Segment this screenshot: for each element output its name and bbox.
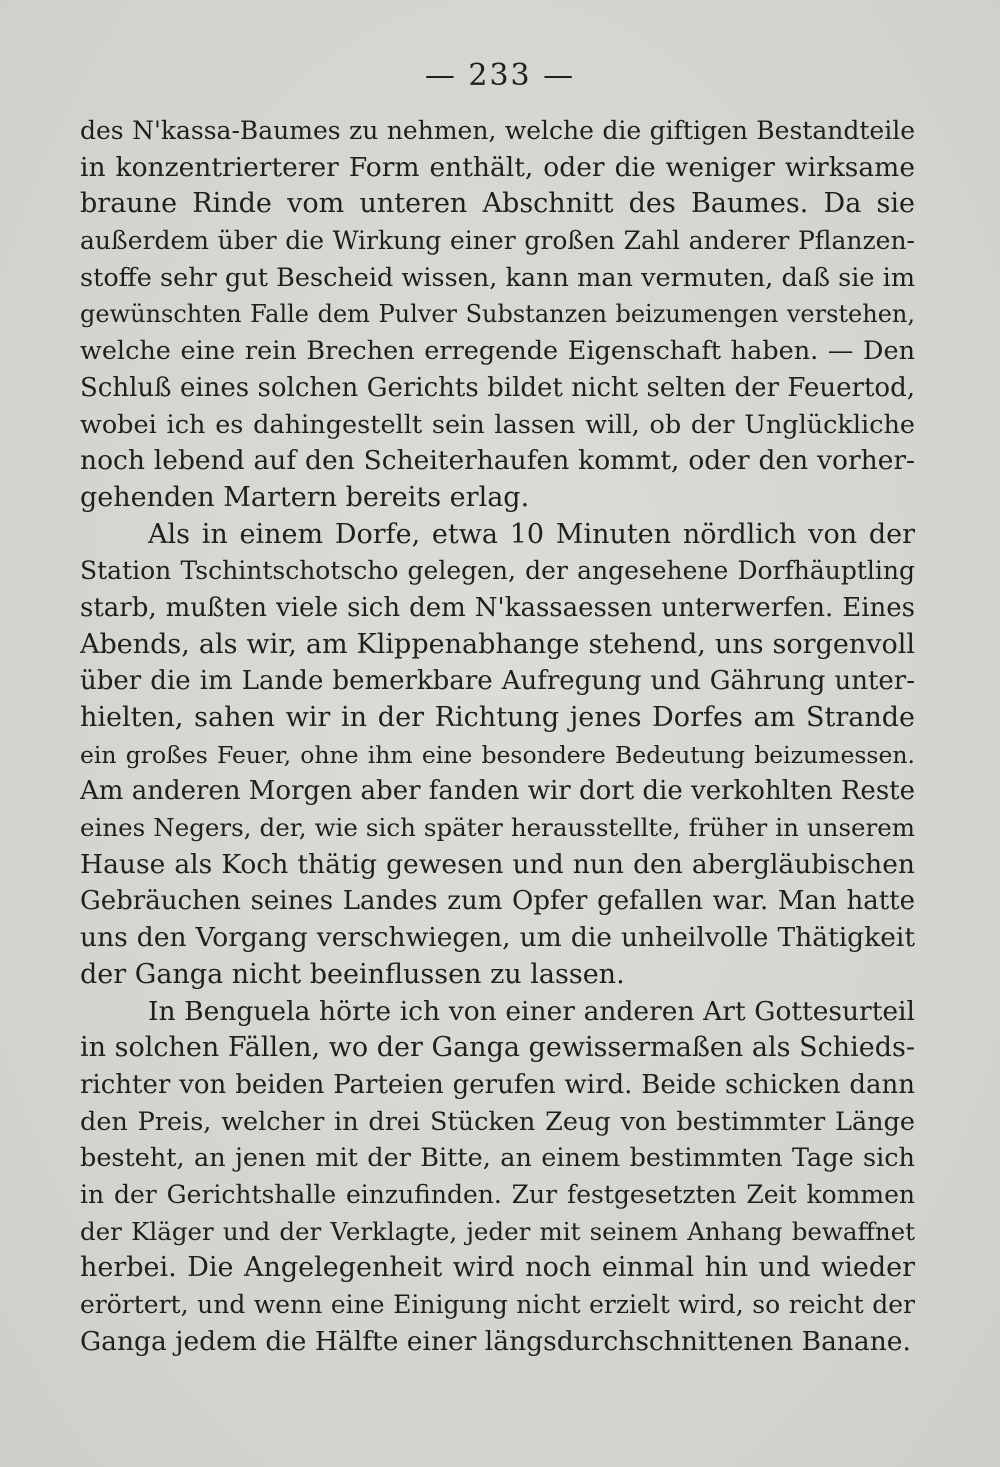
text-line: Abends, als wir, am Klippenabhange stehend, uns sorgenvoll bbox=[80, 628, 915, 660]
text-line: in der Gerichtshalle einzufinden. Zur festgesetzten Zeit kommen bbox=[80, 1179, 915, 1209]
text-line: gehenden Martern bereits erlag. bbox=[80, 481, 530, 513]
text-line: welche eine rein Brechen erregende Eigenschaft haben. — Den bbox=[80, 336, 915, 367]
text-line: Schluß eines solchen Gerichts bildet nicht selten der Feuertod, bbox=[80, 372, 915, 403]
text-line: ein großes Feuer, ohne ihm eine besondere Bedeutung beizumessen. bbox=[80, 740, 915, 769]
text-line: In Benguela hörte ich von einer anderen Art Gottesurteil bbox=[148, 995, 915, 1027]
text-line: wobei ich es dahingestellt sein lassen will, ob der Unglückliche bbox=[80, 409, 915, 440]
text-line: Station Tschintschotscho gelegen, der angesehene Dorfhäuptling bbox=[80, 556, 915, 586]
text-line: Als in einem Dorfe, etwa 10 Minuten nördlich von der bbox=[148, 518, 915, 550]
text-line: der Kläger und der Verklagte, jeder mit seinem Anhang bewaffnet bbox=[80, 1216, 915, 1246]
text-line: richter von beiden Parteien gerufen wird. Beide schicken dann bbox=[80, 1069, 915, 1100]
text-line: herbei. Die Angelegenheit wird noch einmal hin und wieder bbox=[80, 1252, 915, 1284]
text-line: braune Rinde vom unteren Abschnitt des Baumes. Da sie bbox=[80, 188, 915, 220]
page-number: — 233 — bbox=[424, 58, 576, 93]
text-line: besteht, an jenen mit der Bitte, an einem bestimmten Tage sich bbox=[80, 1143, 915, 1174]
text-line: erörtert, und wenn eine Einigung nicht erzielt wird, so reicht der bbox=[80, 1290, 915, 1319]
text-line: in solchen Fällen, wo der Ganga gewissermaßen als Schieds- bbox=[80, 1032, 915, 1064]
paragraph-3 bbox=[80, 994, 915, 1361]
text-line: Ganga jedem die Hälfte einer längsdurchschnittenen Banane. bbox=[80, 1325, 911, 1357]
page-text bbox=[80, 113, 915, 1360]
text-line: uns den Vorgang verschwiegen, um die unheilvolle Thätigkeit bbox=[80, 922, 915, 954]
text-line: außerdem über die Wirkung einer großen Zahl anderer Pflanzen- bbox=[80, 226, 915, 256]
text-line: stoffe sehr gut Bescheid wissen, kann man vermuten, daß sie im bbox=[80, 262, 915, 293]
text-line: Am anderen Morgen aber fanden wir dort die verkohlten Reste bbox=[80, 776, 915, 807]
text-line: Hause als Koch thätig gewesen und nun den abergläubischen bbox=[80, 848, 915, 880]
text-line: der Ganga nicht beeinflussen zu lassen. bbox=[80, 958, 625, 990]
text-line: den Preis, welcher in drei Stücken Zeug von bestimmter Länge bbox=[80, 1106, 915, 1137]
text-line: starb, mußten viele sich dem N'kassaessen unterwerfen. Eines bbox=[80, 592, 915, 623]
text-line: hielten, sahen wir in der Richtung jenes Dorfes am Strande bbox=[80, 702, 915, 733]
text-line: in konzentrierterer Form enthält, oder die weniger wirksame bbox=[80, 151, 915, 183]
text-line: des N'kassa-Baumes zu nehmen, welche die giftigen Bestandteile bbox=[80, 116, 915, 145]
text-line: noch lebend auf den Scheiterhaufen kommt, oder den vorher- bbox=[80, 445, 915, 477]
paragraph-1 bbox=[80, 113, 915, 517]
text-line: eines Negers, der, wie sich später herausstellte, früher in unserem bbox=[80, 813, 915, 843]
text-line: gewünschten Falle dem Pulver Substanzen beizumengen verstehen, bbox=[80, 300, 915, 329]
text-line: über die im Lande bemerkbare Aufregung und Gährung unter- bbox=[80, 666, 915, 697]
paragraph-2 bbox=[80, 517, 915, 994]
text-line: Gebräuchen seines Landes zum Opfer gefallen war. Man hatte bbox=[80, 886, 915, 917]
